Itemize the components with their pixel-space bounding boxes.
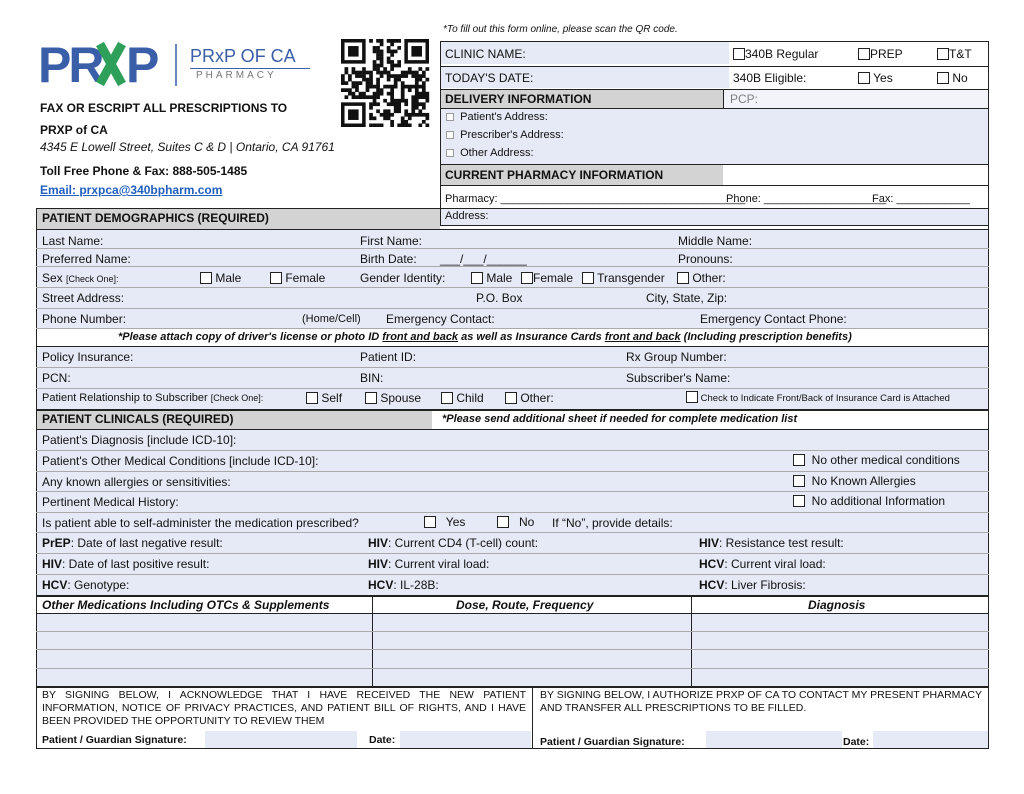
hcv-il28b-label: HCV: IL-28B:	[368, 578, 439, 592]
prep-checkbox[interactable]	[858, 48, 870, 60]
patient-address-label: Patient's Address:	[460, 111, 548, 123]
medical-history-label: Pertinent Medical History:	[42, 495, 179, 509]
gender-other-label: Other:	[692, 271, 726, 285]
female-label: Female	[285, 271, 326, 285]
child-label: Child	[456, 391, 484, 405]
delivery-title: DELIVERY INFORMATION	[445, 92, 592, 106]
self-label: Self	[321, 391, 343, 405]
hiv-positive-label: HIV: Date of last positive result:	[42, 557, 210, 571]
pcn-label: PCN:	[42, 371, 71, 385]
male-label: Male	[215, 271, 242, 285]
hcv-fibrosis-label: HCV: Liver Fibrosis:	[699, 578, 806, 592]
meds-col-medications: Other Medications Including OTCs & Supplements	[42, 598, 330, 612]
340b-eligible-label: 340B Eligible:	[733, 71, 807, 85]
clinic-name-label: CLINIC NAME:	[445, 47, 526, 61]
company-address: 4345 E Lowell Street, Suites C & D | Ontario, CA 91761	[40, 140, 335, 154]
gender-female-label: Female	[533, 271, 574, 285]
company-email[interactable]: Email: prxpca@340bpharm.com	[40, 183, 223, 197]
policy-insurance-label: Policy Insurance:	[42, 350, 134, 364]
self-admin-yes-label: Yes	[445, 515, 466, 529]
preferred-name-label: Preferred Name:	[42, 252, 131, 266]
no-other-conditions-checkbox[interactable]	[793, 454, 805, 466]
male-checkbox[interactable]	[200, 272, 212, 284]
prep-label: PREP	[870, 47, 903, 61]
relationship-label: Patient Relationship to Subscriber	[42, 392, 208, 404]
po-box-label: P.O. Box	[476, 291, 523, 305]
company-name: PRXP of CA	[40, 123, 108, 137]
qr-code-icon	[341, 39, 431, 127]
diagnosis-label: Patient's Diagnosis [include ICD-10]:	[42, 433, 237, 447]
340b-regular-label: 340B Regular	[745, 47, 819, 61]
patient-address-checkbox[interactable]	[446, 113, 454, 121]
tt-label: T&T	[949, 47, 972, 61]
gender-male-checkbox[interactable]	[471, 272, 483, 284]
front-back-checkbox[interactable]	[686, 391, 698, 403]
left-signature-field[interactable]	[205, 731, 357, 748]
self-admin-yes-checkbox[interactable]	[424, 516, 436, 528]
other-address-checkbox[interactable]	[446, 149, 454, 157]
gender-female-checkbox[interactable]	[521, 272, 533, 284]
spouse-checkbox[interactable]	[365, 392, 377, 404]
svg-text:PR: PR	[38, 37, 102, 92]
clinicals-title: PATIENT CLINICALS (REQUIRED)	[42, 412, 234, 426]
logo-sub: PHARMACY	[196, 70, 277, 81]
meds-col-dose: Dose, Route, Frequency	[456, 598, 594, 612]
self-checkbox[interactable]	[306, 392, 318, 404]
eligible-yes-label: Yes	[873, 71, 893, 85]
transgender-label: Transgender	[597, 271, 665, 285]
pcp-field[interactable]	[724, 90, 988, 108]
rx-group-label: Rx Group Number:	[626, 350, 727, 364]
street-address-label: Street Address:	[42, 291, 125, 305]
demographics-title: PATIENT DEMOGRAPHICS (REQUIRED)	[42, 211, 269, 225]
prescriber-address-label: Prescriber's Address:	[460, 129, 564, 141]
pharmacy-phone-label[interactable]: Phone: ____________________	[726, 193, 887, 205]
birth-date-blank[interactable]: ___/___/______	[440, 252, 527, 266]
city-state-zip-label: City, State, Zip:	[646, 291, 728, 305]
consent-left-text: BY SIGNING BELOW, I ACKNOWLEDGE THAT I HAVE RECEIVED THE NEW PATIENT INFORMATION, NOTICE OF PRIVACY PRACTICES, AND PATIENT BILL OF RIGHTS, AND I HAVE BEEN PROVIDED THE OPPORTUNITY TO REVIEW THEM	[42, 689, 526, 727]
fax-instruction: FAX OR ESCRIPT ALL PRESCRIPTIONS TO	[40, 101, 288, 115]
emergency-phone-label: Emergency Contact Phone:	[700, 312, 847, 326]
allergies-label: Any known allergies or sensitivities:	[42, 475, 231, 489]
no-other-conditions-label: No other medical conditions	[811, 453, 960, 467]
logo-brand: PRxP OF CA	[190, 46, 296, 66]
right-date-label: Date:	[843, 736, 870, 748]
pronouns-label: Pronouns:	[678, 252, 733, 266]
prep-negative-label: PrEP: Date of last negative result:	[42, 536, 223, 550]
todays-date-label: TODAY'S DATE:	[445, 71, 534, 85]
gender-other-checkbox[interactable]	[677, 272, 689, 284]
phone-number-label: Phone Number:	[42, 312, 127, 326]
svg-text:P: P	[126, 37, 160, 92]
qr-code[interactable]	[341, 39, 431, 127]
right-signature-field[interactable]	[706, 731, 842, 748]
sex-check-one: [Check One]:	[66, 274, 119, 284]
consent-right-text: BY SIGNING BELOW, I AUTHORIZE PRXP OF CA TO CONTACT MY PRESENT PHARMACY AND TRANSFER ALL PRESCRIPTIONS TO BE FILLED.	[540, 689, 982, 714]
first-name-label: First Name:	[360, 234, 423, 248]
self-admin-no-checkbox[interactable]	[497, 516, 509, 528]
pharmacy-title: CURRENT PHARMACY INFORMATION	[445, 168, 664, 182]
hcv-viral-label: HCV: Current viral load:	[699, 557, 826, 571]
spouse-label: Spouse	[380, 391, 422, 405]
eligible-no-label: No	[952, 71, 968, 85]
tt-checkbox[interactable]	[937, 48, 949, 60]
eligible-yes-checkbox[interactable]	[858, 72, 870, 84]
front-back-label: Check to Indicate Front/Back of Insurance Card is Attached	[700, 393, 950, 404]
hcv-genotype-label: HCV: Genotype:	[42, 578, 130, 592]
clinicals-note: *Please send additional sheet if needed for complete medication list	[442, 413, 798, 425]
no-additional-info-label: No additional Information	[811, 494, 946, 508]
other-relationship-label: Other:	[520, 391, 554, 405]
no-allergies-checkbox[interactable]	[793, 475, 805, 487]
pharmacy-address-label: Address:	[445, 210, 489, 222]
birth-date-label: Birth Date:	[360, 252, 417, 266]
gender-identity-label: Gender Identity:	[360, 271, 446, 285]
home-cell-label: (Home/Cell)	[302, 313, 361, 325]
top-note: *To fill out this form online, please scan the QR code.	[443, 24, 678, 35]
self-admin-no-label: No	[519, 515, 535, 529]
meds-col-diagnosis: Diagnosis	[808, 598, 866, 612]
hiv-cd4-label: HIV: Current CD4 (T-cell) count:	[368, 536, 539, 550]
bin-label: BIN:	[360, 371, 384, 385]
other-conditions-label: Patient's Other Medical Conditions [include ICD-10]:	[42, 454, 319, 468]
hiv-viral-label: HIV: Current viral load:	[368, 557, 490, 571]
self-administer-label: Is patient able to self-administer the medication prescribed?	[42, 516, 359, 530]
right-date-field[interactable]	[873, 731, 988, 748]
other-address-label: Other Address:	[460, 147, 534, 159]
gender-male-label: Male	[486, 271, 513, 285]
last-name-label: Last Name:	[42, 234, 104, 248]
middle-name-label: Middle Name:	[678, 234, 753, 248]
hiv-resistance-label: HIV: Resistance test result:	[699, 536, 844, 550]
child-checkbox[interactable]	[441, 392, 453, 404]
if-no-label: If “No”, provide details:	[552, 516, 673, 530]
logo	[38, 30, 338, 92]
340b-regular-checkbox[interactable]	[733, 48, 745, 60]
right-signature-label: Patient / Guardian Signature:	[540, 736, 685, 748]
left-signature-label: Patient / Guardian Signature:	[42, 734, 187, 746]
emergency-contact-label: Emergency Contact:	[386, 312, 495, 326]
relationship-check-one: [Check One]:	[210, 393, 264, 403]
left-date-field[interactable]	[400, 731, 531, 748]
transgender-checkbox[interactable]	[582, 272, 594, 284]
other-relationship-checkbox[interactable]	[505, 392, 517, 404]
attach-id-note: *Please attach copy of driver's license or photo ID front and back as well as Insurance Cards front and back (Including prescription benefits)	[118, 331, 852, 343]
pharmacy-fax-label[interactable]: Fax: ____________	[872, 193, 970, 205]
female-checkbox[interactable]	[270, 272, 282, 284]
prescriber-address-checkbox[interactable]	[446, 131, 454, 139]
patient-id-label: Patient ID:	[360, 350, 417, 364]
left-date-label: Date:	[369, 734, 396, 746]
no-allergies-label: No Known Allergies	[811, 474, 916, 488]
subscriber-name-label: Subscriber's Name:	[626, 371, 731, 385]
no-additional-info-checkbox[interactable]	[793, 495, 805, 507]
eligible-no-checkbox[interactable]	[937, 72, 949, 84]
sex-label: Sex	[42, 271, 63, 285]
pharmacy-name-label[interactable]: Pharmacy: ________________________________________	[445, 193, 746, 205]
company-phone: Toll Free Phone & Fax: 888-505-1485	[40, 164, 248, 178]
